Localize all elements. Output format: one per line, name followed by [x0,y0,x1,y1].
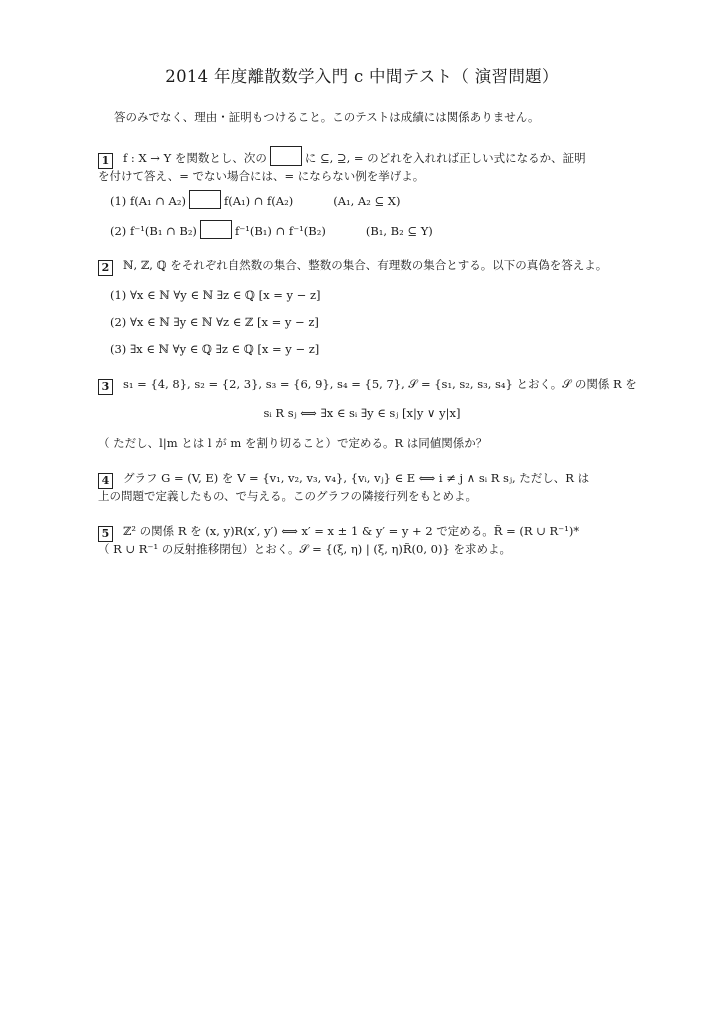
page-title: 2014 年度離散数学入門 c 中間テスト（ 演習問題） [165,67,559,86]
question-text: f : X → Y を関数とし、次の [123,151,267,165]
question-text: ℤ² の関係 R を (x, y)R(x′, y′) ⟺ x′ = x ± 1 & y′ = y + 2 で定める。R̃ = (R ∪ R⁻¹)* [123,524,580,538]
formula-lhs: (2) f⁻¹(B₁ ∩ B₂) [110,224,197,238]
blank-box [189,190,221,209]
question-number: 1 [98,153,113,169]
q2-item-2: (2) ∀x ∈ ℕ ∃y ∈ ℕ ∀z ∈ ℤ [x = y − z] [110,315,319,329]
question-4 [98,471,618,505]
question-2 [98,258,618,276]
question-number: 4 [98,473,113,489]
question-number: 2 [98,260,113,276]
question-text: s₁ = {4, 8}, s₂ = {2, 3}, s₃ = {6, 9}, s₄ = {5, 7}, 𝒮 = {s₁, s₂, s₃, s₄} とおく。𝒮 の関係 R を [123,377,637,391]
blank-box [200,220,232,239]
question-text: 上の問題で定義したもの、で与える。このグラフの隣接行列をもとめよ。 [98,489,478,503]
blank-box [270,146,302,166]
question-1 [98,146,618,185]
instructions: 答のみでなく、理由・証明もつけること。このテストは成績には関係ありません。 [114,110,540,124]
q2-item-3: (3) ∃x ∈ ℕ ∀y ∈ ℚ ∃z ∈ ℚ [x = y − z] [110,342,320,356]
question-3 [98,377,637,395]
question-text: グラフ G = (V, E) を V = {v₁, v₂, v₃, v₄}, {vᵢ, vⱼ} ∈ E ⟺ i ≠ j ∧ sᵢ R sⱼ, ただし、R は [123,471,590,485]
question-text: を付けて答え、= でない場合には、= にならない例を挙げよ。 [98,169,425,183]
question-5 [98,524,618,558]
q2-item-1: (1) ∀x ∈ ℕ ∀y ∈ ℕ ∃z ∈ ℚ [x = y − z] [110,288,321,302]
question-number: 3 [98,379,113,395]
question-number: 5 [98,526,113,542]
formula-rhs: f⁻¹(B₁) ∩ f⁻¹(B₂) [234,224,326,238]
formula-lhs: (1) f(A₁ ∩ A₂) [110,194,186,208]
q1-item-1 [110,190,400,210]
question-text: （ R ∪ R⁻¹ の反射推移閉包）とおく。𝒮 = {(ξ, η) | (ξ, η)R̃(0, 0)} を求めよ。 [98,542,511,556]
formula-rhs: f(A₁) ∩ f(A₂) [223,194,294,208]
question-text: に ⊆, ⊇, = のどれを入れれば正しい式になるか、証明 [304,151,586,165]
question-note: （ ただし、l|m とは l が m を割り切ること）で定める。R は同値関係か？ [98,436,488,450]
condition: (B₁, B₂ ⊆ Y) [365,224,433,238]
condition: (A₁, A₂ ⊆ X) [333,194,401,208]
relation-formula: sᵢ R sⱼ ⟺ ∃x ∈ sᵢ ∃y ∈ sⱼ [x|y ∨ y|x] [263,406,461,420]
question-text: ℕ, ℤ, ℚ をそれぞれ自然数の集合、整数の集合、有理数の集合とする。以下の真偽を答えよ。 [123,258,608,272]
q1-item-2 [110,220,433,240]
